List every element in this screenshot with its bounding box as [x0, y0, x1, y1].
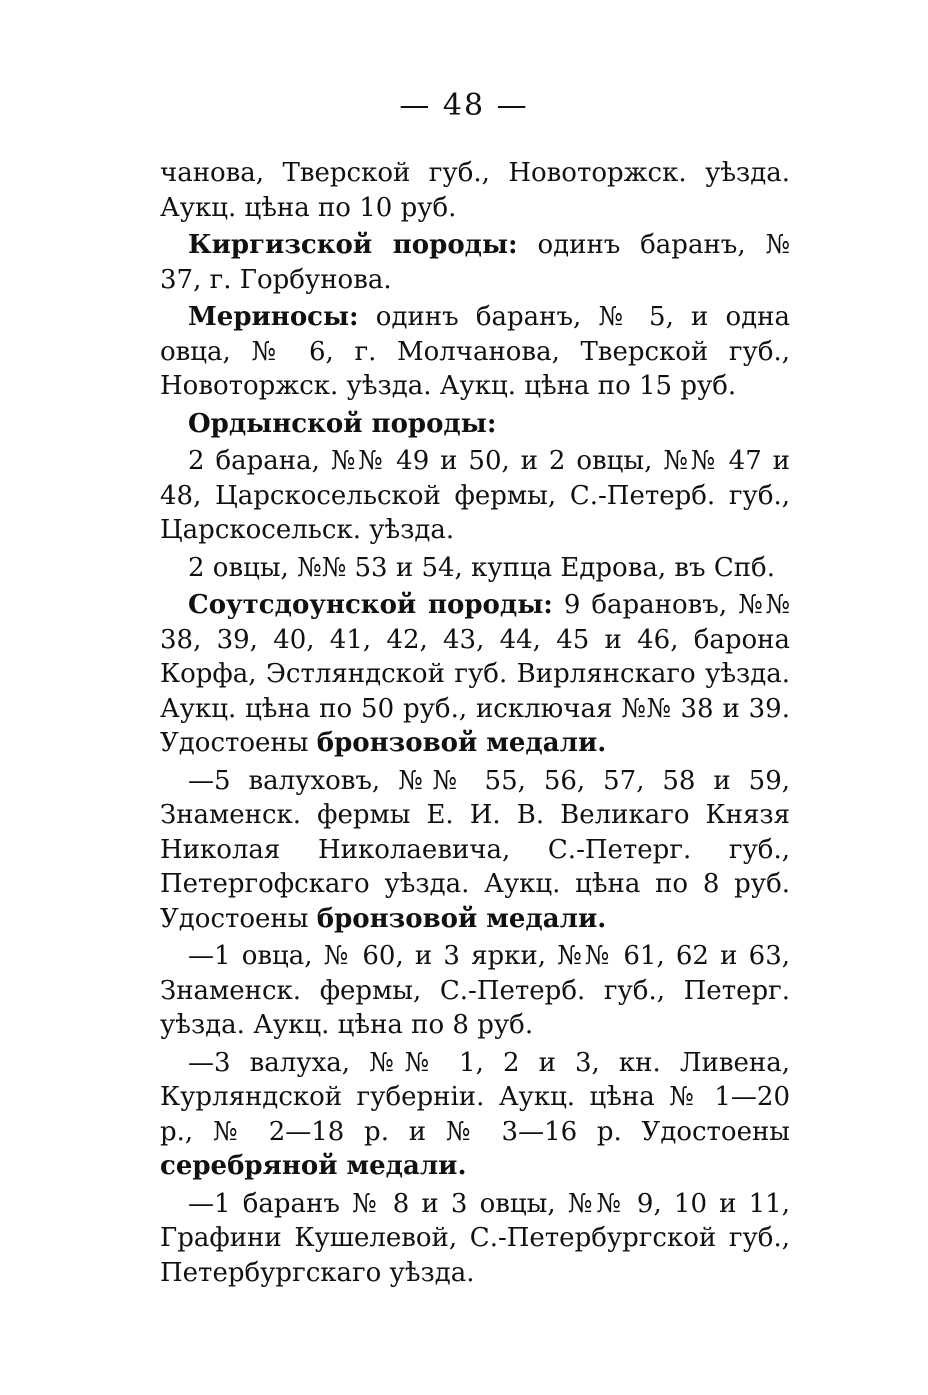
paragraph-ordyn-tsarskoe	[160, 444, 790, 548]
breed-heading: Киргизской породы:	[188, 230, 518, 260]
paragraph-southdown	[160, 588, 790, 761]
paragraph-text: одинъ баранъ, № 5, и одна овца, № 6, г. Молчанова, Тверской губ., Новоторжск. уѣзда. Аукц. цѣна по 15 руб.	[160, 302, 790, 401]
paragraph-liven	[160, 1046, 790, 1184]
award-text: бронзовой медали.	[316, 728, 607, 758]
paragraph-text: одинъ баранъ, № 37, г. Горбунова.	[160, 230, 791, 295]
paragraph-kirghiz-breed	[160, 228, 790, 297]
paragraph-text: 9 барановъ, №№ 38, 39, 40, 41, 42, 43, 44, 45 и 46, барона Корфа, Эстляндской губ. Вирлянскаго уѣзда. Аукц. цѣна по 50 руб., исключая №№ 38 и 39. Удостоены	[160, 590, 790, 758]
body-text	[160, 156, 790, 1293]
paragraph-continuation	[160, 156, 790, 225]
paragraph-text: 2 барана, №№ 49 и 50, и 2 овцы, №№ 47 и 48, Царскосельской фермы, С.-Петерб. губ., Царскосельск. уѣзда.	[160, 446, 790, 545]
page-number: — 48 —	[399, 88, 529, 123]
breed-heading: Мериносы:	[188, 302, 359, 332]
paragraph-znamensk-ewes	[160, 939, 790, 1043]
paragraph-ordyn-heading	[160, 407, 790, 442]
paragraph-text: —5 валуховъ, №№ 55, 56, 57, 58 и 59, Знаменск. фермы Е. И. В. Великаго Князя Николая Николаевича, С.-Петерг. губ., Петергофскаго уѣзда. Аукц. цѣна по 8 руб. Удостоены	[160, 765, 790, 934]
paragraph-text: —1 овца, № 60, и 3 ярки, №№ 61, 62 и 63, Знаменск. фермы, С.-Петерб. губ., Петерг. уѣзда. Аукц. цѣна по 8 руб.	[160, 941, 790, 1040]
award-text: серебряной медали.	[160, 1151, 467, 1181]
paragraph-ordyn-edrov	[160, 551, 790, 586]
paragraph-text: чанова, Тверской губ., Новоторжск. уѣзда. Аукц. цѣна по 10 руб.	[160, 158, 790, 223]
paragraph-text: —3 валуха, №№ 1, 2 и 3, кн. Ливена, Курляндской губерніи. Аукц. цѣна № 1—20 р., № 2—18 р. и № 3—16 р. Удостоены	[160, 1047, 790, 1147]
paragraph-merino	[160, 300, 790, 404]
paragraph-znamensk-wethers	[160, 764, 790, 937]
paragraph-text: 2 овцы, №№ 53 и 54, купца Едрова, въ Спб.	[188, 552, 775, 583]
breed-heading: Соутсдоунской породы:	[188, 590, 553, 620]
award-text: бронзовой медали.	[316, 903, 607, 934]
paragraph-text: —1 баранъ № 8 и 3 овцы, №№ 9, 10 и 11, Графини Кушелевой, С.-Петербургской губ., Петербургскаго уѣзда.	[160, 1188, 790, 1288]
breed-heading: Ордынской породы:	[188, 408, 497, 439]
paragraph-kushelev	[160, 1187, 790, 1291]
